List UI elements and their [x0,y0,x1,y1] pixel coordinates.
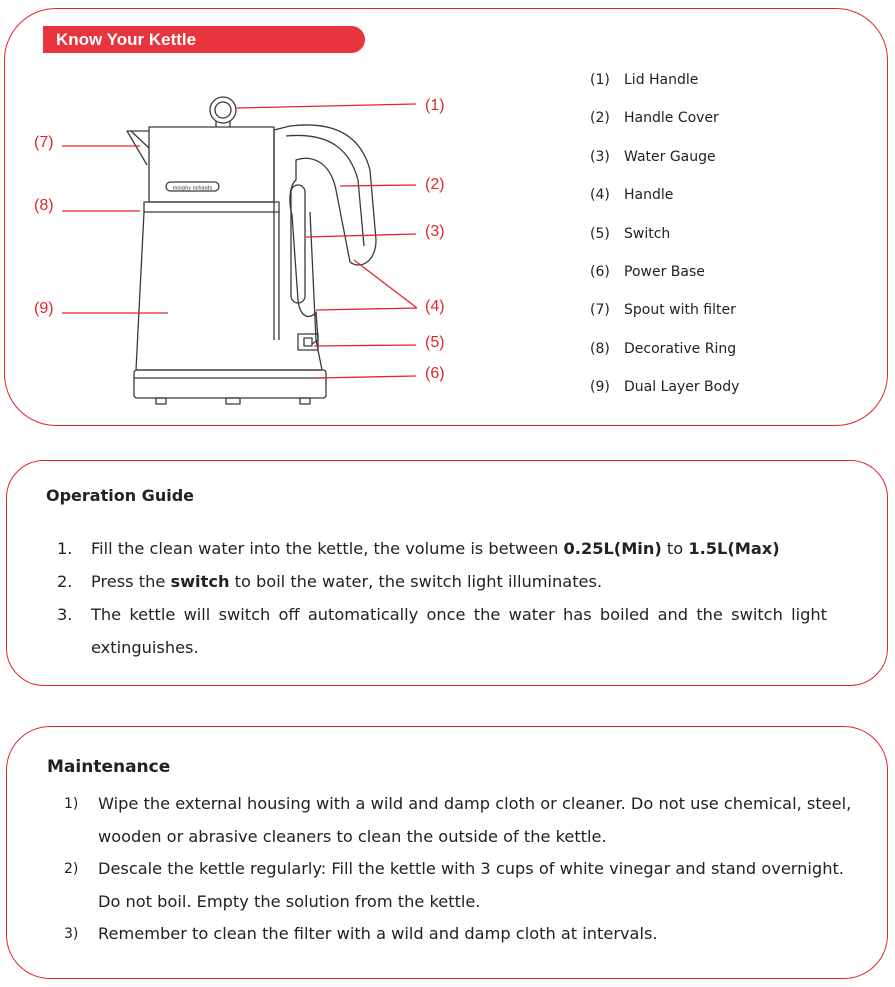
power-base-outline [134,370,326,398]
part-item: (5) Switch [590,225,671,242]
callout-5: (5) [425,334,445,351]
maintenance-step-3: 3) Remember to clean the filter with a wild and damp cloth at intervals. [64,924,658,943]
part-item: (8) Decorative Ring [590,340,737,357]
part-item: (3) Water Gauge [590,148,716,165]
handle-outline [274,125,376,344]
lid-handle-knob [210,97,236,123]
callout-7: (7) [34,134,54,151]
callout-8: (8) [34,197,54,214]
callout-6: (6) [425,365,445,382]
operation-step-3: 3. The kettle will switch off automatically once the water has boiled and the switch light extinguishes. [57,605,827,657]
kettle-diagram [0,0,895,430]
part-item: (1) Lid Handle [590,72,699,88]
operation-guide-title: Operation Guide [46,486,194,505]
brand-text: morphy richards [172,185,213,192]
decorative-ring-outline [144,202,279,212]
part-item: (7) Spout with filter [590,302,736,319]
callout-3: (3) [425,223,445,240]
part-item: (2) Handle Cover [590,110,719,127]
water-gauge-outline [291,185,305,303]
spout-outline [127,131,149,165]
maintenance-steps [64,788,870,951]
part-item: (9) Dual Layer Body [590,379,740,396]
part-item: (6) Power Base [590,263,705,280]
operation-steps [57,532,827,664]
maintenance-step-1: 1) Wipe the external housing with a wild and damp cloth or cleaner. Do not use chemical, steel, wooden or abrasive cleaners to clean the outside of the kettle. [64,794,852,846]
kettle-illustration [127,97,376,404]
operation-step-1: 1. Fill the clean water into the kettle, the volume is between 0.25L(Min) to 1.5L(Max) [57,539,780,558]
callout-2: (2) [425,176,445,193]
part-item: (4) Handle [590,187,674,204]
operation-step-2: 2. Press the switch to boil the water, the switch light illuminates. [57,572,603,591]
maintenance-step-2: 2) Descale the kettle regularly: Fill the kettle with 3 cups of white vinegar and stand overnight. Do not boil. Empty the solution from the kettle. [64,859,844,911]
callout-9: (9) [34,300,54,317]
maintenance-title: Maintenance [47,757,171,777]
parts-list [590,72,739,418]
know-your-kettle-banner: Know Your Kettle [43,26,365,53]
callout-1: (1) [425,97,445,114]
callout-4: (4) [425,298,445,315]
